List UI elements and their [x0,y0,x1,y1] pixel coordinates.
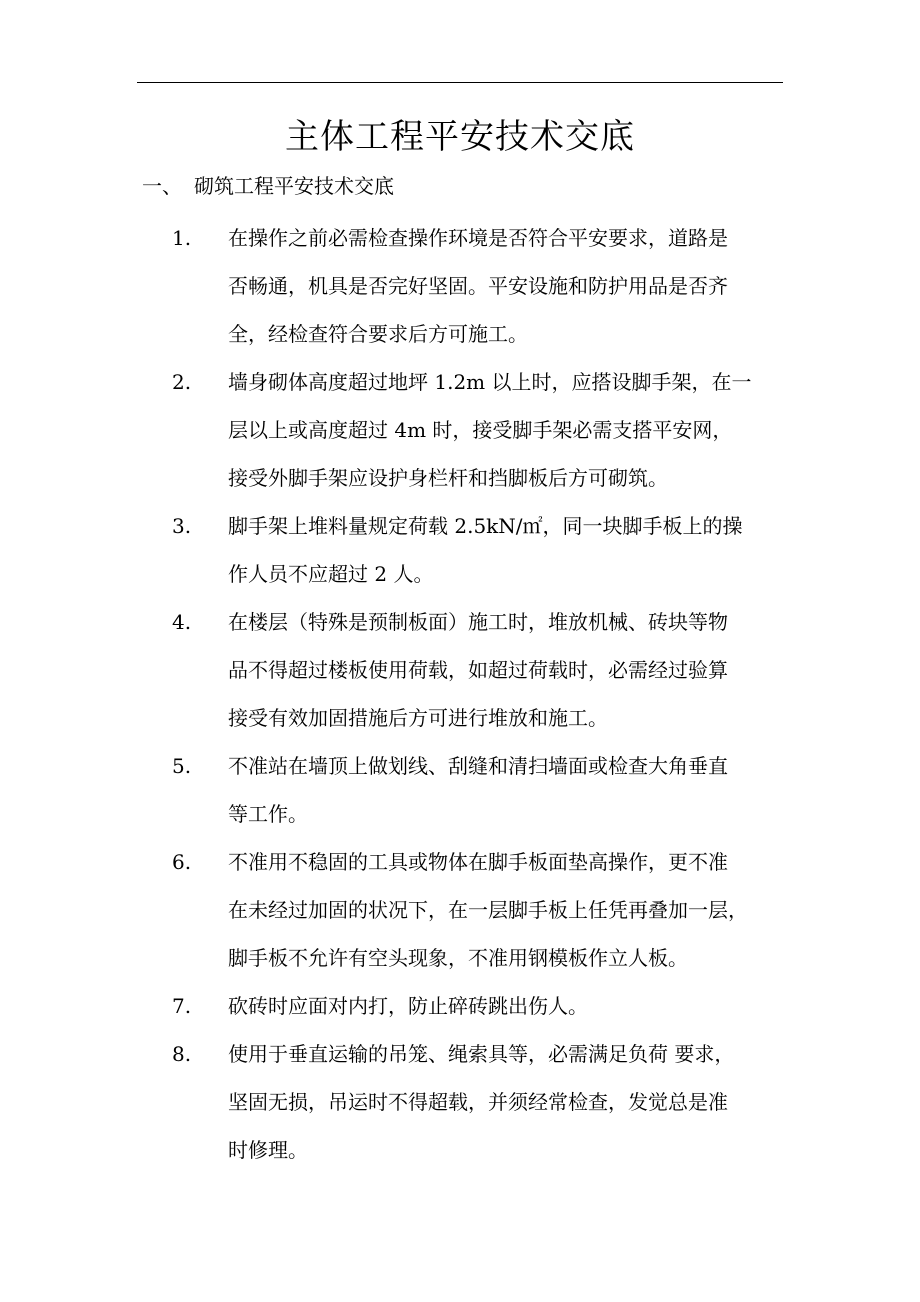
list-item [0,982,920,1030]
section-number: 一、 [142,174,182,198]
item-number: 1. [172,226,192,250]
section-heading-text: 砌筑工程平安技术交底 [194,174,394,198]
list-item [0,1030,920,1174]
item-number: 3. [172,514,192,538]
item-text: 在操作之前必需检查操作环境是否符合平安要求，道路是 否畅通，机具是否完好坚固。平安设施和防护用品是否齐 全，经检查符合要求后方可施工。 [228,226,728,346]
item-text: 不准用不稳固的工具或物体在脚手板面垫高操作，更不准 在未经过加固的状况下，在一层脚手板上任凭再叠加一层， 脚手板不允许有空头现象，不准用钢模板作立人板。 [228,850,748,970]
item-number: 6. [172,850,192,874]
item-text: 使用于垂直运输的吊笼、绳索具等，必需满足负荷 要求， 坚固无损，吊运时不得超载，并须经常检查，发觉总是准 时修理。 [228,1042,735,1162]
item-number: 4. [172,610,192,634]
list-item [0,598,920,742]
header-rule [137,82,783,83]
list-item [0,742,920,838]
list-item [0,214,920,358]
item-number: 5. [172,754,192,778]
item-text: 不准站在墙顶上做划线、刮缝和清扫墙面或检查大角垂直 等工作。 [228,754,728,826]
item-text: 脚手架上堆料量规定荷载 2.5kN/㎡，同一块脚手板上的操 作人员不应超过 2 人。 [228,514,743,586]
section-heading [142,168,394,204]
item-text: 砍砖时应面对内打，防止碎砖跳出伤人。 [228,994,588,1018]
item-number: 8. [172,1042,192,1066]
list-item [0,358,920,502]
list-item [0,838,920,982]
item-list [0,214,920,1174]
list-item [0,502,920,598]
item-number: 2. [172,370,192,394]
item-text: 在楼层（特殊是预制板面）施工时，堆放机械、砖块等物 品不得超过楼板使用荷载，如超过荷载时，必需经过验算 接受有效加固措施后方可进行堆放和施工。 [228,610,728,730]
item-number: 7. [172,994,192,1018]
document-title: 主体工程平安技术交底 [285,117,635,157]
item-text: 墙身砌体高度超过地坪 1.2m 以上时，应搭设脚手架，在一 层以上或高度超过 4m 时，接受脚手架必需支搭平安网， 接受外脚手架应设护身栏杆和挡脚板后方可砌筑。 [228,370,752,490]
